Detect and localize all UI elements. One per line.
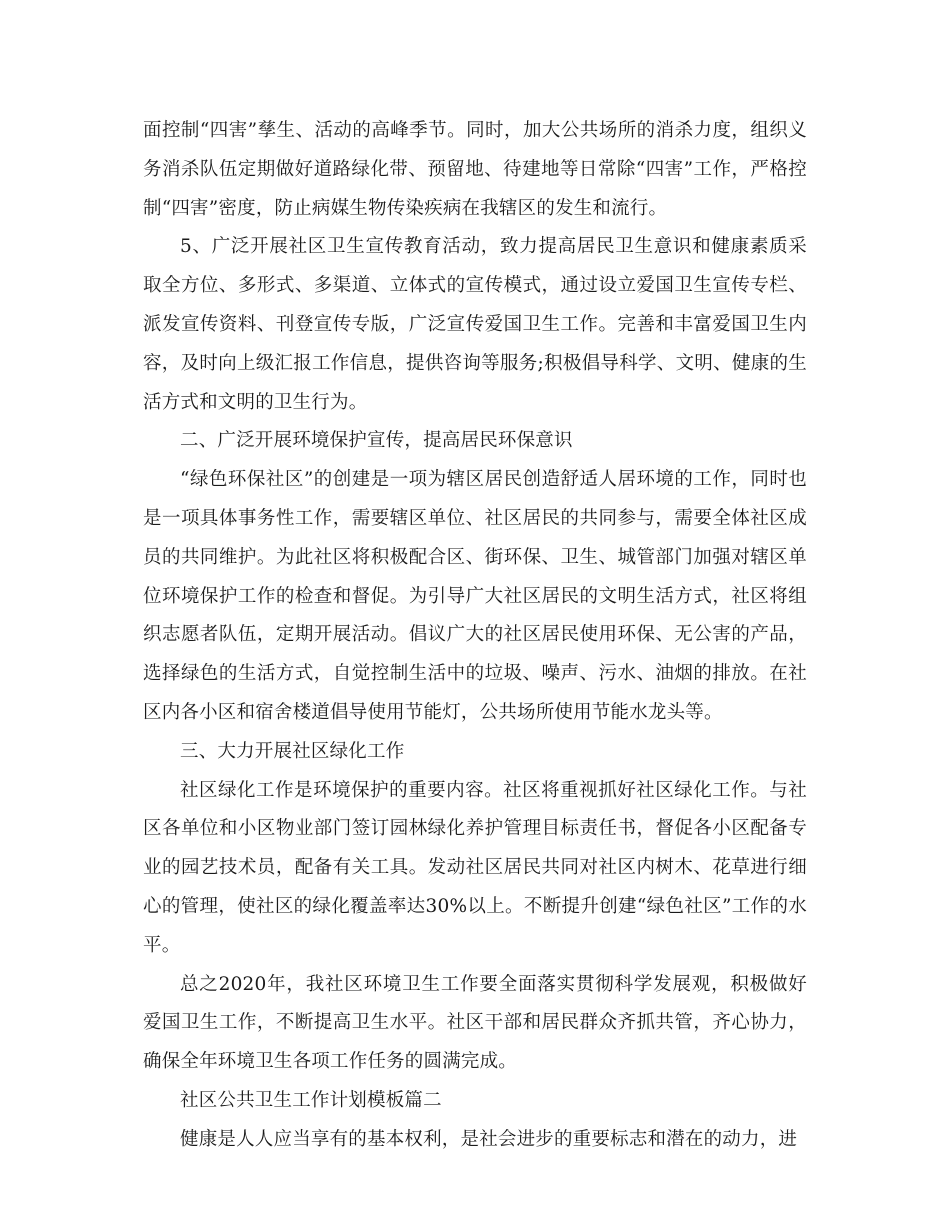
paragraph-summary: 总之2020年，我社区环境卫生工作要全面落实贯彻科学发展观，积极做好爱国卫生工作，不断提高卫生水平。社区干部和居民群众齐抓共管，齐心协力，确保全年环境卫生各项工作任务的圆满完成。: [143, 973, 807, 1073]
paragraph-continuation: 面控制“四害”孳生、活动的高峰季节。同时，加大公共场所的消杀力度，组织义务消杀队伍定期做好道路绿化带、预留地、待建地等日常除“四害”工作，严格控制“四害”密度，防止病媒生物传染疾病在我辖区的发生和流行。: [143, 120, 807, 219]
paragraph-item-5: 5、广泛开展社区卫生宣传教育活动，致力提高居民卫生意识和健康素质采取全方位、多形式、多渠道、立体式的宣传模式，通过设立爱国卫生宣传专栏、派发宣传资料、刊登宣传专版，广泛宣传爱国卫生工作。完善和丰富爱国卫生内容，及时向上级汇报工作信息，提供咨询等服务;积极倡导科学、文明、健康的生活方式和文明的卫生行为。: [143, 236, 807, 413]
section-title-part-two: 社区公共卫生工作计划模板篇二: [180, 1089, 442, 1111]
section-heading-2: 二、广泛开展环境保护宣传，提高居民环保意识: [180, 430, 573, 452]
section-heading-3: 三、大力开展社区绿化工作: [180, 740, 405, 762]
paragraph-health: 健康是人人应当享有的基本权利，是社会进步的重要标志和潜在的动力，进: [180, 1128, 798, 1150]
paragraph-greening: 社区绿化工作是环境保护的重要内容。社区将重视抓好社区绿化工作。与社区各单位和小区物业部门签订园林绿化养护管理目标责任书，督促各小区配备专业的园艺技术员，配备有关工具。发动社区居民共同对社区内树木、花草进行细心的管理，使社区的绿化覆盖率达30%以上。不断提升创建“绿色社区”工作的水平。: [143, 779, 807, 956]
paragraph-green-community: “绿色环保社区”的创建是一项为辖区居民创造舒适人居环境的工作，同时也是一项具体事务性工作，需要辖区单位、社区居民的共同参与，需要全体社区成员的共同维护。为此社区将积极配合区、街环保、卫生、城管部门加强对辖区单位环境保护工作的检查和督促。为引导广大社区居民的文明生活方式，社区将组织志愿者队伍，定期开展活动。倡议广大的社区居民使用环保、无公害的产品，选择绿色的生活方式，自觉控制生活中的垃圾、噪声、污水、油烟的排放。在社区内各小区和宿舍楼道倡导使用节能灯，公共场所使用节能水龙头等。: [143, 469, 807, 723]
document-body: [143, 112, 807, 1160]
